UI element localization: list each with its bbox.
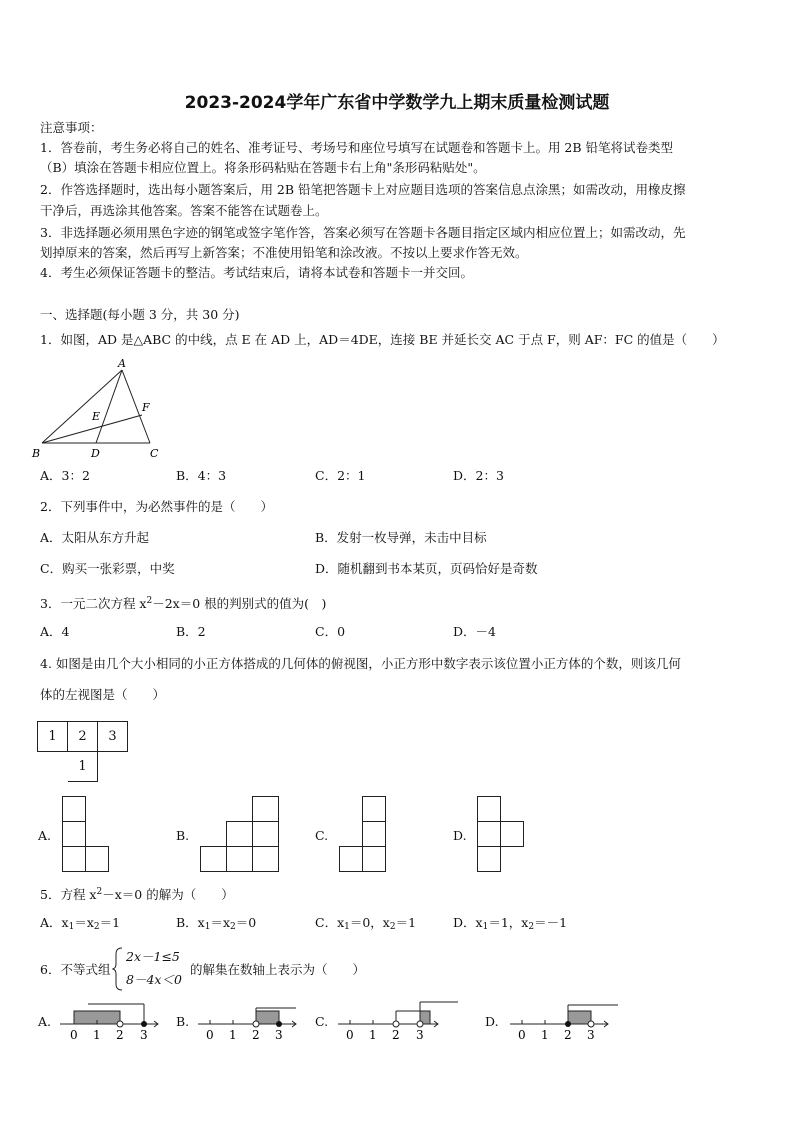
- q4-option-a-figure[interactable]: [62, 796, 112, 874]
- q5-stem: 5．方程 $x^2-x=0$ 的解为（ ）: [40, 887, 234, 902]
- q2-stem: 2．下列事件中，为必然事件的是（ ）: [40, 499, 273, 514]
- label-A: A: [118, 357, 126, 370]
- tick-label: 3: [140, 1028, 148, 1042]
- grid-cell: 2: [68, 722, 98, 752]
- q6-option-d-number-line[interactable]: [508, 1000, 624, 1042]
- q5-option-b[interactable]: B．$x_1=x_2=0$: [176, 915, 257, 932]
- q1-stem: 1．如图，AD 是△ABC 的中线，点 E 在 AD 上，AD＝4DE，连接 BE 并延长交 AC 于点 F，则 AF：FC 的值是（ ）: [40, 332, 725, 347]
- q6-inequality-2: 8－4x＜0: [126, 972, 182, 987]
- tick-label: 2: [392, 1028, 400, 1042]
- q1-triangle-figure: [30, 356, 170, 460]
- q6-option-a-number-line[interactable]: [58, 1000, 168, 1042]
- label-B: B: [32, 447, 41, 460]
- q4-option-c-label[interactable]: C.: [315, 828, 329, 843]
- notice-line: 2．作答选择题时，选出每小题答案后，用 2B 铅笔把答题卡上对应题目选项的答案信息点涂黑；如需改动，用橡皮擦: [40, 182, 686, 197]
- label-E: E: [92, 410, 101, 423]
- q4-stem-line1: 4. 如图是由几个大小相同的小正方体搭成的几何体的俯视图，小正方形中数字表示该位置小正方体的个数，则该几何: [40, 656, 681, 671]
- q4-option-b-label[interactable]: B.: [176, 828, 190, 843]
- q2-option-b[interactable]: B．发射一枚导弹，未击中目标: [315, 530, 487, 545]
- q5-option-a[interactable]: A．$x_1=x_2=1$: [40, 915, 121, 932]
- tick-label: 0: [518, 1028, 526, 1042]
- tick-label: 0: [206, 1028, 214, 1042]
- q4-stem-line2: 体的左视图是（ ）: [40, 687, 166, 702]
- grid-cell-empty: [38, 752, 68, 782]
- label-D: D: [91, 447, 100, 460]
- tick-label: 0: [346, 1028, 354, 1042]
- tick-label: 2: [564, 1028, 572, 1042]
- q6-option-c-label[interactable]: C.: [315, 1014, 329, 1029]
- section-heading: 一、选择题(每小题 3 分，共 30 分): [40, 307, 240, 322]
- q4-option-b-figure[interactable]: [200, 796, 282, 874]
- q1-option-b[interactable]: B．4：3: [176, 468, 227, 483]
- q2-option-d[interactable]: D．随机翻到书本某页，页码恰好是奇数: [315, 561, 538, 576]
- notice-line: 干净后，再选涂其他答案。答案不能答在试题卷上。: [40, 203, 328, 218]
- tick-label: 3: [587, 1028, 595, 1042]
- notice-line: （B）填涂在答题卡相应位置上。将条形码粘贴在答题卡右上角"条形码粘贴处"。: [40, 160, 486, 175]
- notice-heading: 注意事项：: [40, 120, 103, 135]
- page-title: 2023-2024学年广东省中学数学九上期末质量检测试题: [184, 93, 610, 113]
- q4-option-d-label[interactable]: D.: [453, 828, 467, 843]
- q6-stem-pre: 6．不等式组: [40, 962, 111, 977]
- q3-option-d[interactable]: D．－4: [453, 624, 496, 639]
- q6-stem-post: 的解集在数轴上表示为（ ）: [190, 962, 366, 977]
- q6-option-d-label[interactable]: D.: [485, 1014, 499, 1029]
- tick-label: 0: [70, 1028, 78, 1042]
- q6-option-a-label[interactable]: A.: [38, 1014, 52, 1029]
- tick-label: 1: [369, 1028, 377, 1042]
- q3-option-b[interactable]: B．2: [176, 624, 206, 639]
- notice-line: 4．考生必须保证答题卡的整洁。考试结束后，请将本试卷和答题卡一并交回。: [40, 265, 473, 280]
- grid-cell: 1: [38, 722, 68, 752]
- tick-label: 3: [416, 1028, 424, 1042]
- q6-brace: [112, 946, 124, 992]
- q6-option-b-number-line[interactable]: [196, 1000, 306, 1042]
- tick-label: 2: [116, 1028, 124, 1042]
- q3-option-a[interactable]: A．4: [40, 624, 70, 639]
- notice-line: 3．非选择题必须用黑色字迹的钢笔或签字笔作答，答案必须写在答题卡各题目指定区域内相应位置上；如需改动，先: [40, 225, 686, 240]
- q5-option-d[interactable]: D．$x_1=1$，$x_2=-1$: [453, 915, 568, 932]
- q6-option-b-label[interactable]: B.: [176, 1014, 190, 1029]
- tick-label: 2: [252, 1028, 260, 1042]
- notice-line: 划掉原来的答案，然后再写上新答案；不准使用铅笔和涂改液。不按以上要求作答无效。: [40, 245, 528, 260]
- q1-option-a[interactable]: A．3：2: [40, 468, 90, 483]
- grid-cell: 3: [98, 722, 128, 752]
- label-F: F: [142, 401, 150, 414]
- q4-top-view-grid: [37, 721, 128, 782]
- notice-line: 1．答卷前，考生务必将自己的姓名、准考证号、考场号和座位号填写在试题卷和答题卡上。用 2B 铅笔将试卷类型: [40, 140, 674, 155]
- q1-option-c[interactable]: C．2：1: [315, 468, 366, 483]
- q4-option-c-figure[interactable]: [339, 796, 389, 874]
- q3-stem: 3．一元二次方程 $x^2-2x=0$ 根的判别式的值为( ): [40, 596, 327, 611]
- tick-label: 3: [275, 1028, 283, 1042]
- q6-inequality-1: 2x－1≤5: [126, 949, 180, 964]
- q5-option-c[interactable]: C．$x_1=0$，$x_2=1$: [315, 915, 417, 932]
- q6-option-c-number-line[interactable]: [336, 1000, 462, 1042]
- q2-option-c[interactable]: C．购买一张彩票，中奖: [40, 561, 175, 576]
- grid-cell-empty: [98, 752, 128, 782]
- q2-option-a[interactable]: A．太阳从东方升起: [40, 530, 150, 545]
- tick-label: 1: [93, 1028, 101, 1042]
- q3-option-c[interactable]: C．0: [315, 624, 346, 639]
- tick-label: 1: [229, 1028, 237, 1042]
- label-C: C: [150, 447, 159, 460]
- q4-option-d-figure[interactable]: [477, 796, 527, 874]
- q4-option-a-label[interactable]: A.: [38, 828, 52, 843]
- grid-cell: 1: [68, 752, 98, 782]
- q1-option-d[interactable]: D．2：3: [453, 468, 504, 483]
- tick-label: 1: [541, 1028, 549, 1042]
